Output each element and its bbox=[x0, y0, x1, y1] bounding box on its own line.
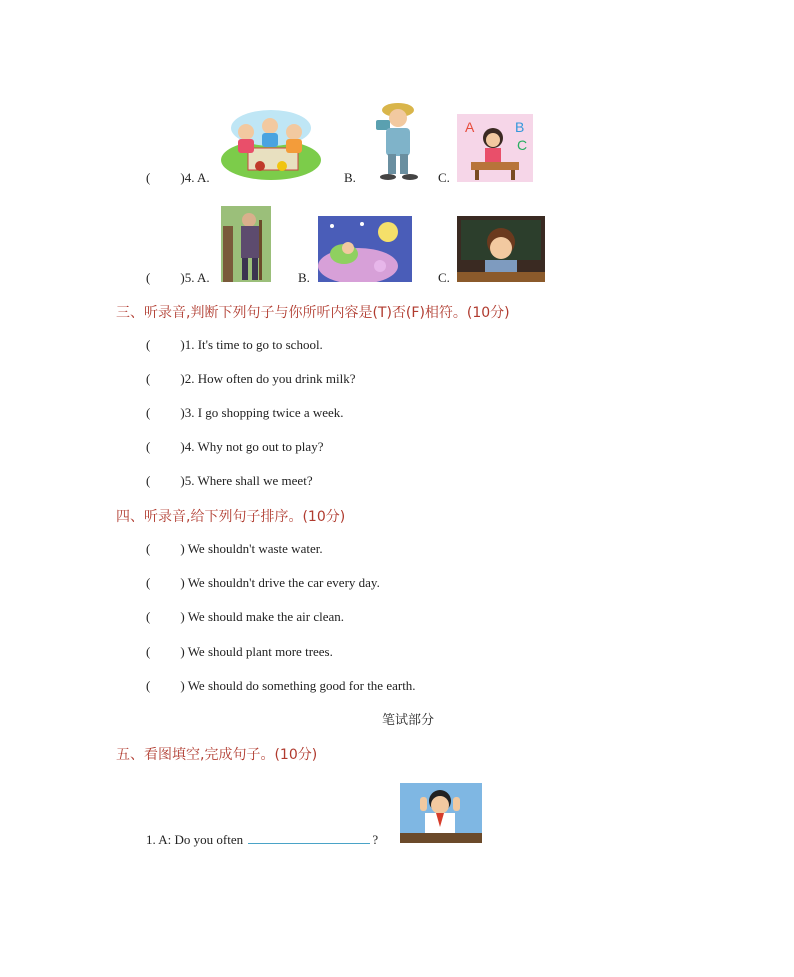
boy-eye-exercise-image bbox=[400, 783, 482, 843]
section5-title: 五、看图填空,完成句子。(10分) bbox=[116, 747, 318, 763]
q5-row: ( )5. A. bbox=[146, 270, 210, 285]
picnic-image bbox=[220, 108, 322, 182]
q4-option-c: C. bbox=[438, 170, 450, 185]
s3-item-1: ( )1. It's time to go to school. bbox=[146, 337, 323, 352]
q5-option-b: B. bbox=[298, 270, 310, 285]
s4-item-1: ( ) We shouldn't waste water. bbox=[146, 541, 323, 556]
section4-title: 四、听录音,给下列句子排序。(10分) bbox=[116, 509, 346, 525]
svg-text:A: A bbox=[465, 119, 475, 135]
q5-option-c: C. bbox=[438, 270, 450, 285]
s4-item-4: ( ) We should plant more trees. bbox=[146, 644, 333, 659]
s3-item-2: ( )2. How often do you drink milk? bbox=[146, 371, 356, 386]
section3-title: 三、听录音,判断下列句子与你所听内容是(T)否(F)相符。(10分) bbox=[116, 305, 510, 321]
s5-question-1: 1. A: Do you often ? bbox=[146, 832, 379, 847]
s4-item-3: ( ) We should make the air clean. bbox=[146, 609, 345, 624]
s3-item-3: ( )3. I go shopping twice a week. bbox=[146, 405, 344, 420]
sleeping-moon-image bbox=[318, 216, 412, 282]
q4-option-b: B. bbox=[344, 170, 356, 185]
abc-girl-image bbox=[457, 114, 533, 182]
boy-desk-image bbox=[457, 216, 545, 282]
s3-item-4: ( )4. Why not go out to play? bbox=[146, 439, 324, 454]
svg-text:B: B bbox=[515, 119, 525, 135]
q4-row: ( )4. A. bbox=[146, 170, 210, 185]
answer-blank[interactable] bbox=[248, 831, 370, 844]
s4-item-2: ( ) We shouldn't drive the car every day. bbox=[146, 575, 380, 590]
q5-label: 5. A. bbox=[184, 270, 210, 285]
s4-item-5: ( ) We should do something good for the earth. bbox=[146, 678, 416, 693]
q4-label: 4. A. bbox=[184, 170, 210, 185]
old-man-tree-image bbox=[221, 206, 271, 282]
svg-text:C: C bbox=[517, 137, 528, 153]
photographer-image bbox=[366, 100, 428, 182]
written-part-heading: 笔试部分 bbox=[382, 713, 435, 728]
s3-item-5: ( )5. Where shall we meet? bbox=[146, 473, 313, 488]
